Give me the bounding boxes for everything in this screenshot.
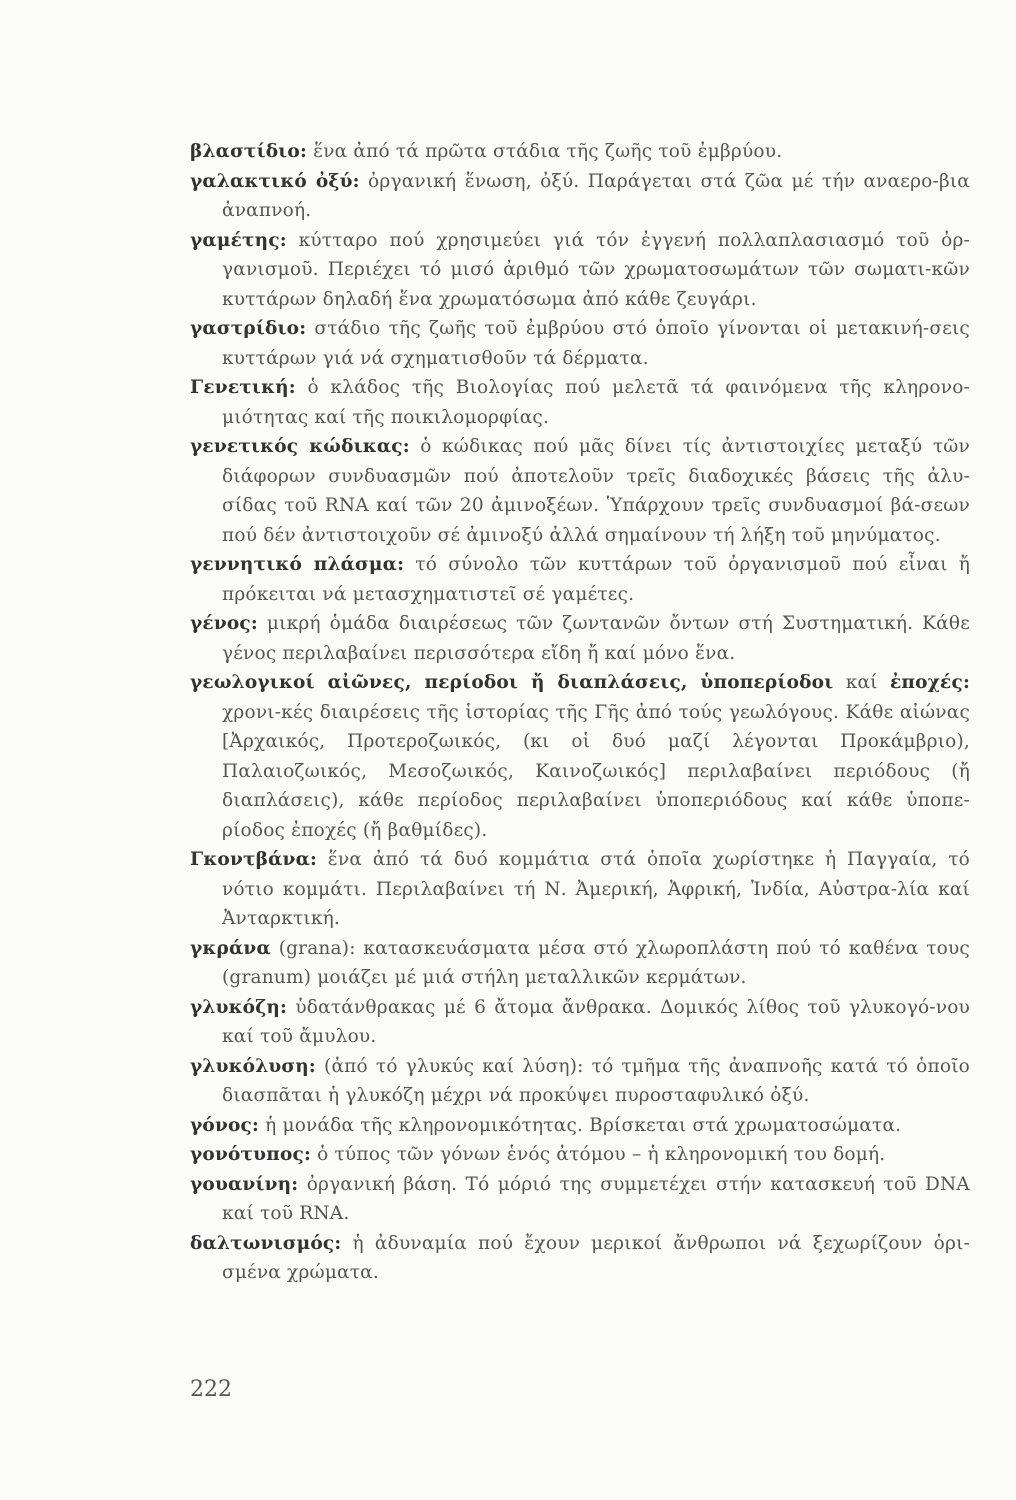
- entry-term: γλυκόλυση:: [190, 1055, 316, 1077]
- entry-definition: (grana): κατασκευάσματα μέσα στό χλωροπλάστη πού τό καθένα τους (granum) μοιάζει μέ μιά στήλη μεταλλικῶν κερμάτων.: [222, 937, 970, 988]
- glossary-entry: [190, 373, 970, 432]
- glossary-entry: [190, 226, 970, 315]
- entry-definition: ὀργανική βάση. Τό μόριό της συμμετέχει στήν κατασκευή τοῦ DNA καί τοῦ RNA.: [222, 1173, 970, 1224]
- entry-term: δαλτωνισμός:: [190, 1232, 342, 1254]
- entry-definition: κύτταρο πού χρησιμεύει γιά τόν ἐγγενή πολλαπλασιασμό τοῦ ὀρ-γανισμοῦ. Περιέχει τό μισό ἀριθμό τῶν χρωματοσωμάτων τῶν σωματι-κῶν κυττάρων δηλαδή ἕνα χρωματόσωμα ἀπό κάθε ζευγάρι.: [222, 229, 970, 310]
- page-number: 222: [190, 1377, 232, 1402]
- glossary-list: [190, 137, 970, 1288]
- glossary-entry: [190, 1140, 970, 1170]
- glossary-entry: [190, 167, 970, 226]
- glossary-entry: [190, 845, 970, 934]
- glossary-entry: [190, 550, 970, 609]
- entry-definition: τό σύνολο τῶν κυττάρων τοῦ ὀργανισμοῦ πού εἶναι ἤ πρόκειται νά μετασχηματιστεῖ σέ γαμέτες.: [222, 554, 970, 605]
- entry-term: γένος:: [190, 613, 258, 634]
- entry-term: Γενετική:: [190, 377, 296, 398]
- entry-term: γαστρίδιο:: [190, 318, 307, 339]
- entry-definition: καί: [833, 672, 890, 693]
- entry-term: γενετικός κώδικας:: [190, 436, 410, 457]
- entry-definition-continued: χρονι-κές διαιρέσεις τῆς ἱστορίας τῆς Γῆς ἀπό τούς γεωλόγους. Κάθε αἰώνας [Ἀρχαικός, Προτεροζωικός, (κι οἱ δυό μαζί λέγονται Προκάμβριο), Παλαιοζωικός, Μεσοζωικός, Καινοζωικός] περιλαβαίνει περιόδους (ἤ διαπλάσεις), κάθε περίοδος περιλαβαίνει ὑποπεριόδους καί κάθε ὑποπε-ρίοδος ἐποχές (ἤ βαθμίδες).: [222, 701, 970, 841]
- entry-term: γαλακτικό ὀξύ:: [190, 170, 360, 192]
- glossary-entry: [190, 314, 970, 373]
- entry-definition: ἡ ἀδυναμία πού ἔχουν μερικοί ἄνθρωποι νά ξεχωρίζουν ὁρι-σμένα χρώματα.: [222, 1232, 970, 1283]
- entry-definition: ὑδατάνθρακας μέ 6 ἄτομα ἄνθρακα. Δομικός λίθος τοῦ γλυκογό-νου καί τοῦ ἄμυλου.: [222, 996, 970, 1047]
- entry-term: γονότυπος:: [190, 1144, 311, 1165]
- glossary-entry: [190, 609, 970, 668]
- entry-definition: ὁ τύπος τῶν γόνων ἑνός ἀτόμου – ἡ κληρονομική του δομή.: [311, 1144, 886, 1165]
- entry-term: γκράνα: [190, 937, 271, 959]
- entry-definition: (ἀπό τό γλυκύς καί λύση): τό τμῆμα τῆς ἀναπνοῆς κατά τό ὁποῖο διασπᾶται ἡ γλυκόζη μέχρι νά προκύψει πυροσταφυλικό ὀξύ.: [222, 1055, 970, 1106]
- entry-term: γουανίνη:: [190, 1173, 299, 1195]
- entry-term: γόνος:: [190, 1114, 260, 1136]
- entry-definition: ἡ μονάδα τῆς κληρονομικότητας. Βρίσκεται στά χρωματοσώματα.: [259, 1114, 902, 1136]
- entry-term: γεννητικό πλάσμα:: [190, 554, 405, 575]
- glossary-entry: [190, 1052, 970, 1111]
- glossary-entry: [190, 1111, 970, 1141]
- entry-term: Γκοντβάνα:: [190, 849, 318, 870]
- entry-term: βλαστίδιο:: [190, 141, 307, 162]
- entry-term: γλυκόζη:: [190, 996, 288, 1018]
- entry-definition: ἕνα ἀπό τά δυό κομμάτια στά ὁποῖα χωρίστηκε ἡ Παγγαία, τό νότιο κομμάτι. Περιλαβαίνει τή Ν. Ἀμερική, Ἀφρική, Ἰνδία, Αὐστρα-λία καί Ἀνταρκτική.: [222, 849, 970, 929]
- entry-definition: στάδιο τῆς ζωῆς τοῦ ἐμβρύου στό ὁποῖο γίνονται οἱ μετακινή-σεις κυττάρων γιά νά σχηματισθοῦν τά δέρματα.: [222, 318, 970, 369]
- glossary-entry: [190, 1229, 970, 1288]
- entry-term: γεωλογικοί αἰῶνες, περίοδοι ἤ διαπλάσεις, ὑποπερίοδοι: [190, 672, 834, 693]
- glossary-entry: [190, 934, 970, 993]
- glossary-entry: [190, 993, 970, 1052]
- entry-definition: ὁ κλάδος τῆς Βιολογίας πού μελετᾶ τά φαινόμενα τῆς κληρονο-μιότητας καί τῆς ποικιλομορφίας.: [222, 377, 970, 428]
- entry-definition: ἕνα ἀπό τά πρῶτα στάδια τῆς ζωῆς τοῦ ἐμβρύου.: [307, 141, 783, 162]
- entry-definition: ὁ κώδικας πού μᾶς δίνει τίς ἀντιστοιχίες μεταξύ τῶν διάφορων συνδυασμῶν πού ἀποτελοῦν τρεῖς διαδοχικές βάσεις τῆς ἀλυ-σίδας τοῦ RNA καί τῶν 20 ἀμινοξέων. Ὑπάρχουν τρεῖς συνδυασμοί βά-σεων πού δέν ἀντιστοιχοῦν σέ ἀμινοξύ ἀλλά σημαίνουν τή λήξη τοῦ μηνύματος.: [222, 436, 970, 546]
- entry-definition: μικρή ὁμάδα διαιρέσεως τῶν ζωντανῶν ὄντων στή Συστηματική. Κάθε γένος περιλαβαίνει περισσότερα εἴδη ἤ καί μόνο ἕνα.: [222, 613, 970, 664]
- glossary-entry: [190, 1170, 970, 1229]
- entry-term-secondary: ἐποχές:: [889, 672, 970, 693]
- entry-definition: ὀργανική ἕνωση, ὀξύ. Παράγεται στά ζῶα μέ τήν αναερο-βια ἀναπνοή.: [222, 170, 970, 221]
- glossary-entry: [190, 668, 970, 845]
- glossary-entry: [190, 432, 970, 550]
- glossary-entry: [190, 137, 970, 167]
- entry-term: γαμέτης:: [190, 229, 287, 251]
